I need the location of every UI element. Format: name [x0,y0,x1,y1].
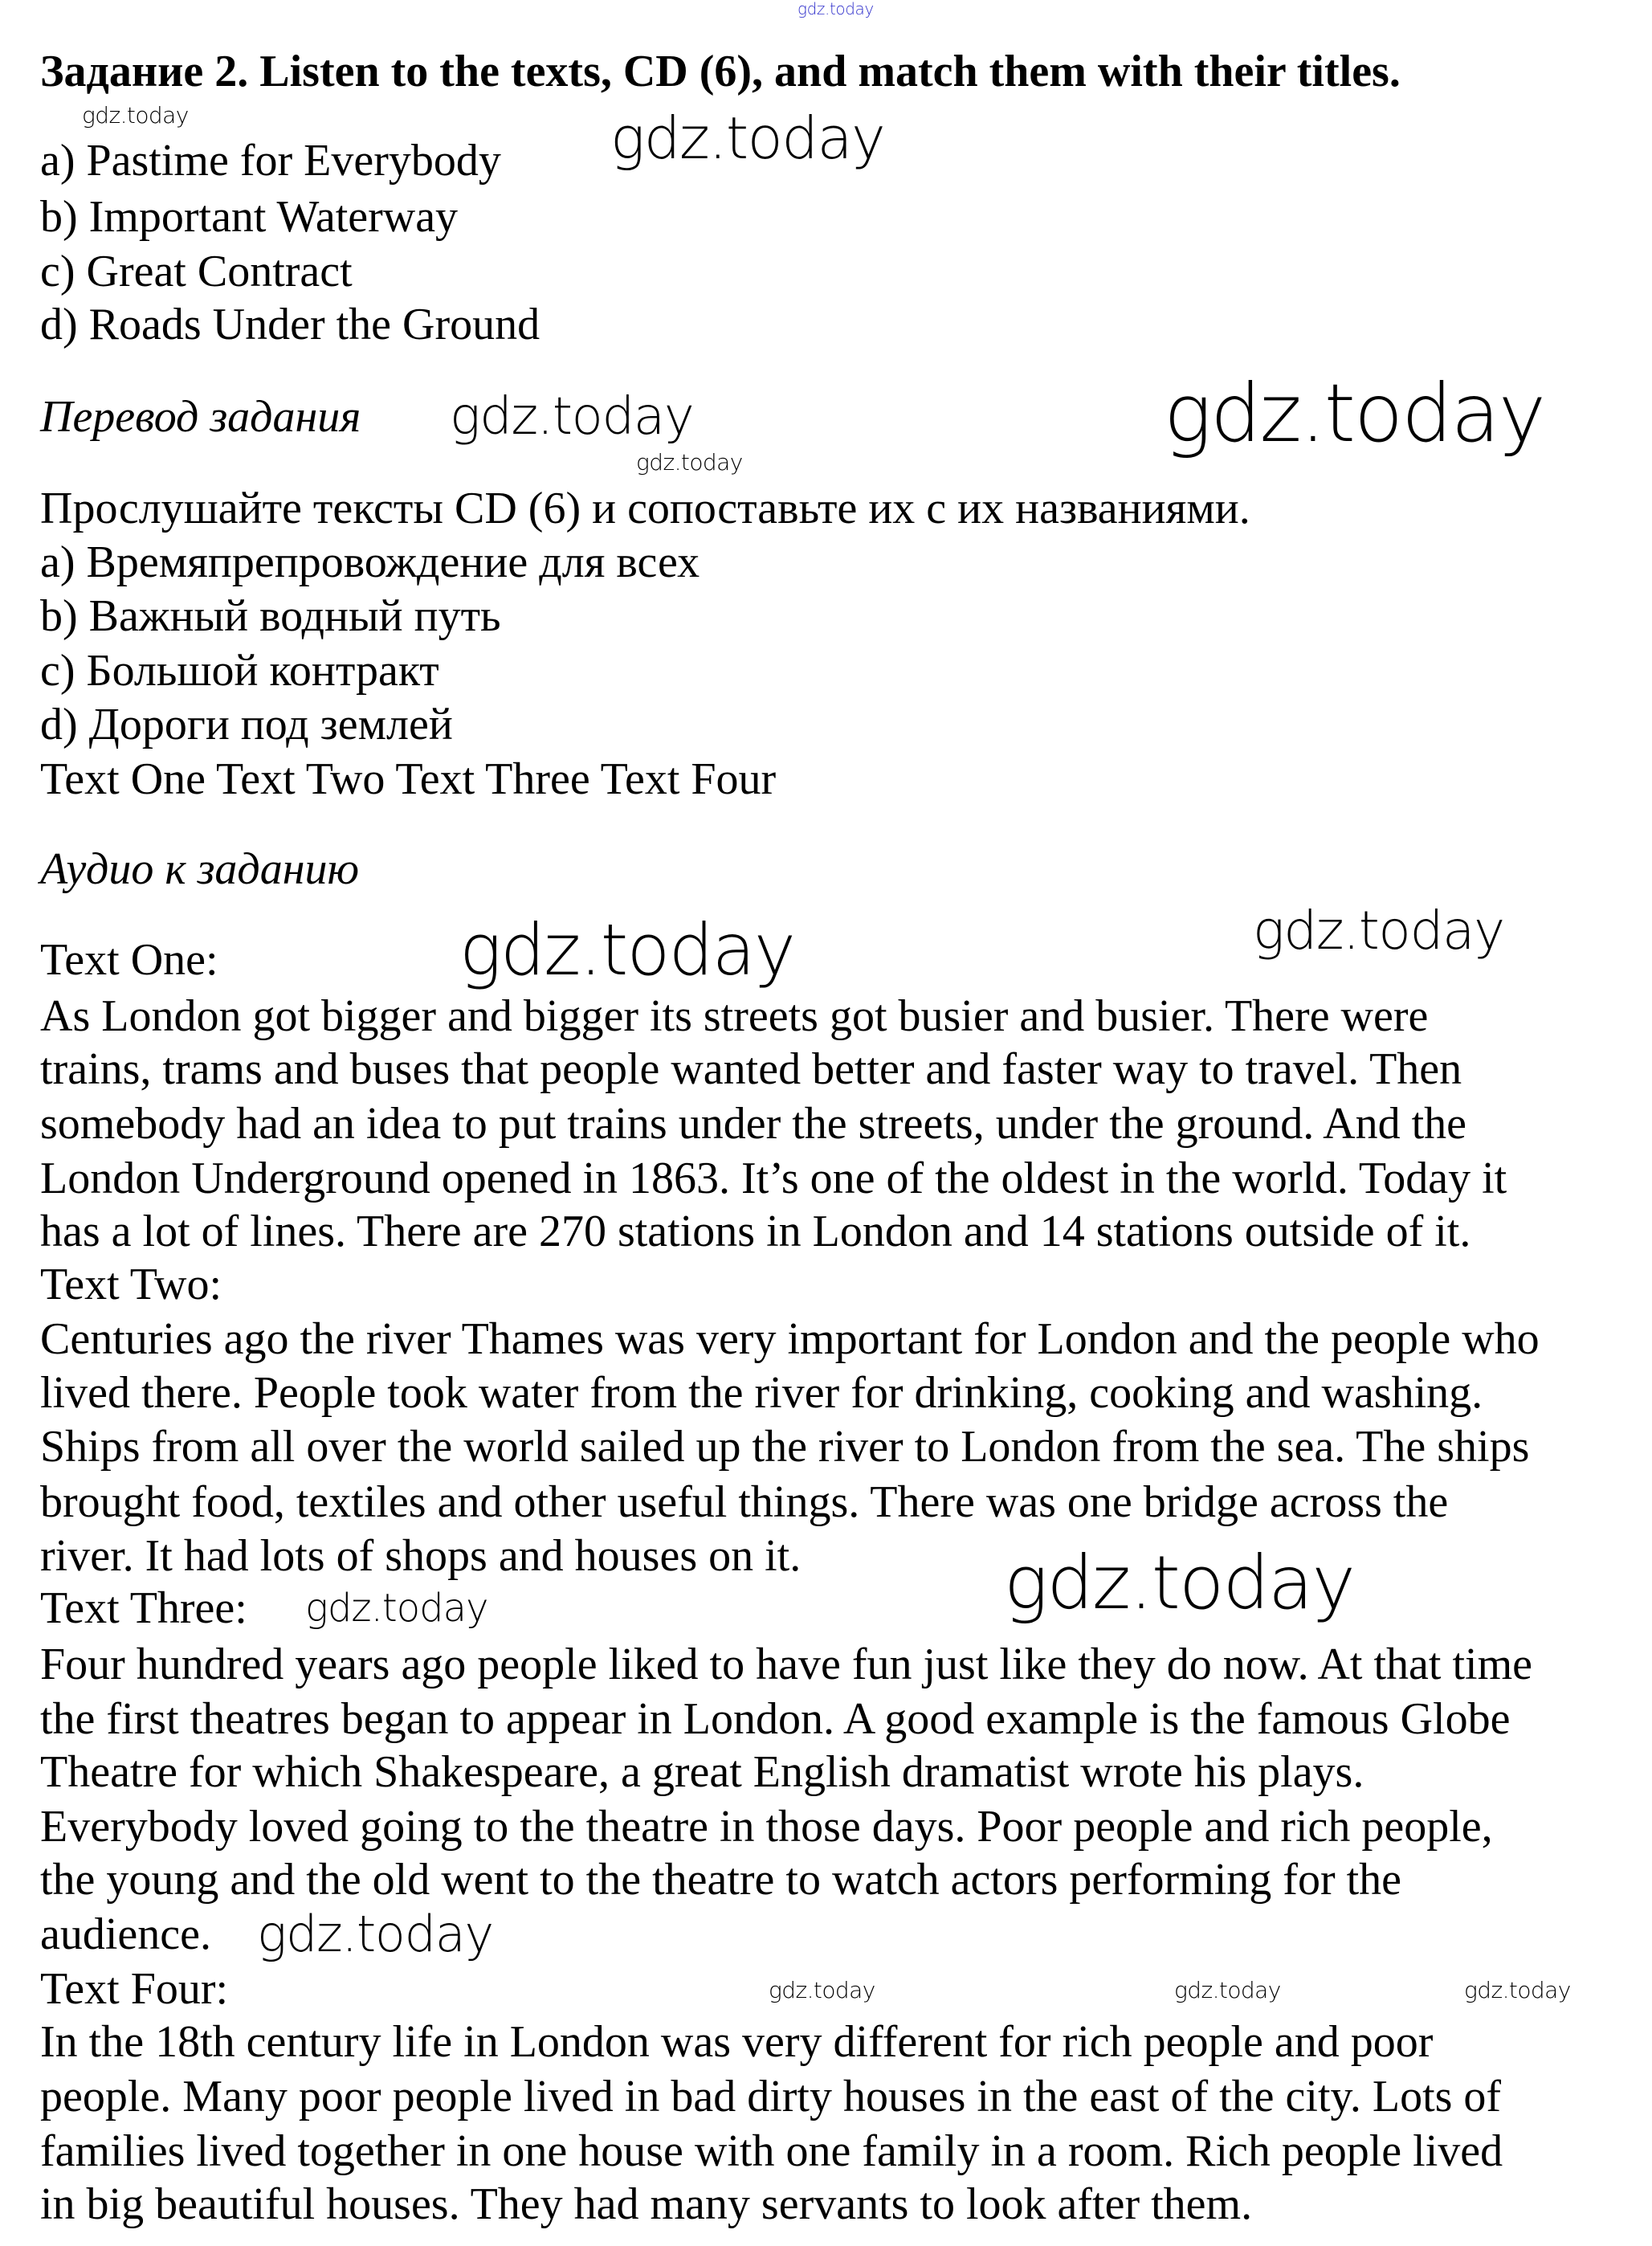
watermark: gdz.today [1174,1977,1281,2003]
answer-row: Text One Text Two Text Three Text Four [40,754,777,804]
watermark: gdz.today [636,449,743,476]
title-option: b) Important Waterway [40,192,459,242]
text-line: the young and the old went to the theatre to watch actors performing for the [40,1855,1402,1905]
text-label: Text Three: [40,1583,247,1633]
watermark: gdz.today [459,909,795,991]
text-line: In the 18th century life in London was very different for rich people and poor [40,2017,1434,2067]
text-line: As London got bigger and bigger its streets got busier and busier. There were [40,991,1429,1041]
watermark: gdz.today [610,104,885,172]
text-line: Ships from all over the world sailed up the river to London from the sea. The ships [40,1422,1530,1472]
watermark: gdz.today [450,387,694,447]
translation-option: d) Дороги под землей [40,700,453,749]
watermark: gdz.today [769,1977,875,2003]
audio-heading: Аудио к заданию [40,844,360,894]
watermark: gdz.today [1164,366,1545,460]
text-label: Text Two: [40,1260,222,1309]
text-line: trains, trams and buses that people wanted better and faster way to travel. Then [40,1044,1462,1094]
text-line: people. Many poor people lived in bad dirty houses in the east of the city. Lots of [40,2072,1502,2121]
text-line: audience. [40,1909,211,1959]
task-title: Задание 2. Listen to the texts, CD (6), and match them with their titles. [40,47,1401,96]
text-line: Centuries ago the river Thames was very important for London and the people who [40,1314,1540,1364]
text-line: somebody had an idea to put trains under the streets, under the ground. And the [40,1099,1467,1149]
text-line: in big beautiful houses. They had many servants to look after them. [40,2179,1253,2229]
text-line: river. It had lots of shops and houses on it. [40,1531,802,1581]
watermark: gdz.today [82,102,189,129]
translation-heading: Перевод задания [40,392,361,442]
text-label: Text One: [40,935,218,985]
text-line: Four hundred years ago people liked to have fun just like they do now. At that time [40,1640,1532,1689]
text-line: the first theatres began to appear in London. A good example is the famous Globe [40,1694,1511,1744]
text-line: lived there. People took water from the river for drinking, cooking and washing. [40,1368,1483,1418]
text-line: families lived together in one house with one family in a room. Rich people lived [40,2126,1503,2176]
text-line: London Underground opened in 1863. It’s one of the oldest in the world. Today it [40,1154,1507,1203]
text-line: Everybody loved going to the theatre in those days. Poor people and rich people, [40,1802,1493,1852]
text-label: Text Four: [40,1964,229,2014]
translation-option: a) Времяпрепровождение для всех [40,537,700,587]
watermark: gdz.today [797,0,874,18]
translation-instruction: Прослушайте тексты CD (6) и сопоставьте их с их названиями. [40,484,1250,533]
text-line: has a lot of lines. There are 270 stations in London and 14 stations outside of it. [40,1207,1471,1256]
watermark: gdz.today [1464,1977,1571,2003]
translation-option: b) Важный водный путь [40,591,501,641]
watermark: gdz.today [257,1905,493,1963]
text-line: brought food, textiles and other useful things. There was one bridge across the [40,1477,1449,1527]
title-option: d) Roads Under the Ground [40,300,540,349]
title-option: a) Pastime for Everybody [40,136,501,186]
watermark: gdz.today [1253,900,1504,962]
translation-option: c) Большой контракт [40,646,439,696]
watermark: gdz.today [305,1586,488,1631]
title-option: c) Great Contract [40,247,353,296]
watermark: gdz.today [1004,1540,1355,1626]
text-line: Theatre for which Shakespeare, a great English dramatist wrote his plays. [40,1747,1364,1797]
